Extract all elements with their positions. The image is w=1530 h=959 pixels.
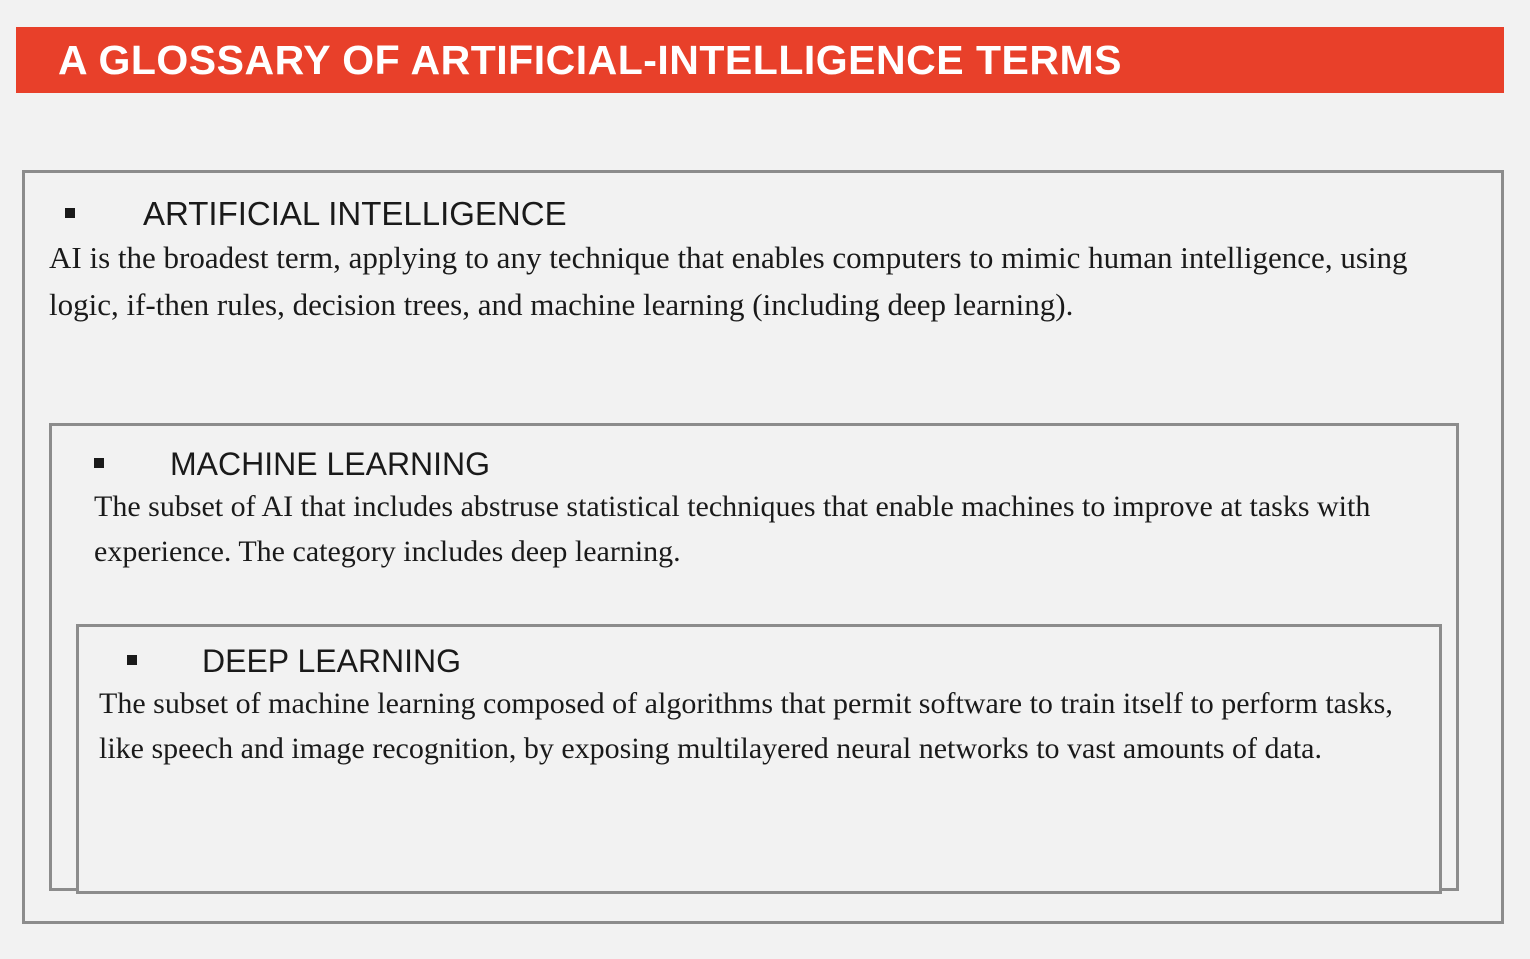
machine-learning-heading-label: MACHINE LEARNING — [170, 446, 491, 482]
square-bullet-icon — [94, 446, 170, 468]
deep-learning-heading — [127, 643, 461, 680]
square-bullet-icon — [65, 195, 143, 218]
artificial-intelligence-body: AI is the broadest term, applying to any technique that enables computers to mimic human intelligence, using logic, if-then rules, decision trees, and machine learning (including deep learning). — [49, 240, 1408, 322]
title-banner — [16, 27, 1504, 93]
deep-learning-box — [76, 624, 1442, 894]
artificial-intelligence-heading-label: ARTIFICIAL INTELLIGENCE — [143, 195, 567, 232]
square-bullet-icon — [127, 643, 202, 665]
machine-learning-heading — [94, 446, 490, 483]
deep-learning-body: The subset of machine learning composed of algorithms that permit software to train itself to perform tasks, like speech and image recognition, by exposing multilayered neural networks to vast amounts of data. — [99, 687, 1393, 765]
machine-learning-body: The subset of AI that includes abstruse statistical techniques that enable machines to improve at tasks with experience. The category includes deep learning. — [94, 490, 1371, 568]
machine-learning-box — [49, 423, 1459, 891]
deep-learning-heading-label: DEEP LEARNING — [202, 643, 462, 679]
artificial-intelligence-box — [22, 170, 1504, 924]
artificial-intelligence-heading — [65, 195, 567, 233]
page-title: A GLOSSARY OF ARTIFICIAL-INTELLIGENCE TERMS — [58, 36, 1122, 83]
